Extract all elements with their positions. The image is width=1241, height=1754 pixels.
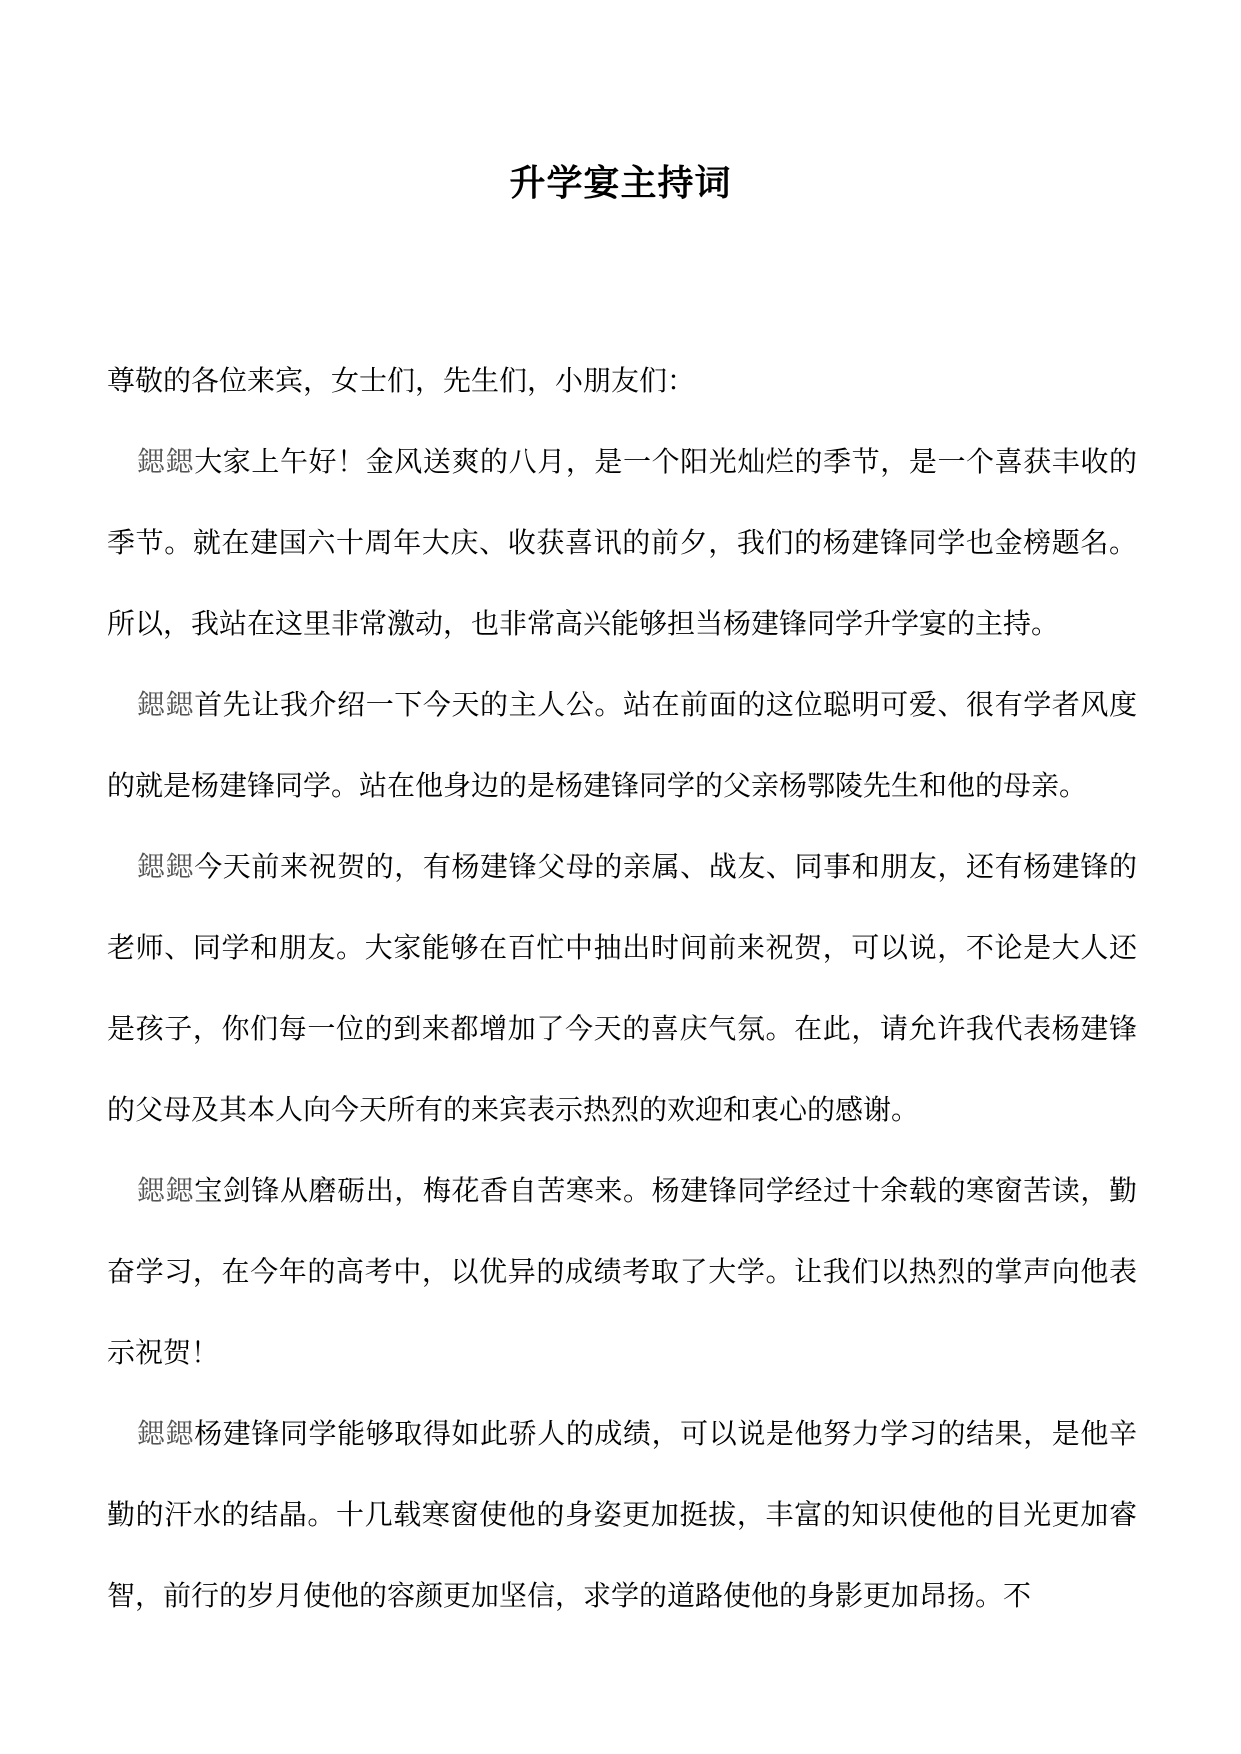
paragraph-lead-mark: 鍶鍶 <box>137 1417 195 1450</box>
paragraph-lead-mark: 鍶鍶 <box>137 688 195 721</box>
paragraph-text: 首先让我介绍一下今天的主人公。站在前面的这位聪明可爱、很有学者风度的就是杨建锋同学。站在他身边的是杨建锋同学的父亲杨鄂陵先生和他的母亲。 <box>107 688 1137 802</box>
paragraph-lead-mark: 鍶鍶 <box>137 445 195 478</box>
paragraph-1 <box>107 421 1137 664</box>
paragraph-text: 今天前来祝贺的，有杨建锋父母的亲属、战友、同事和朋友，还有杨建锋的老师、同学和朋友。大家能够在百忙中抽出时间前来祝贺，可以说，不论是大人还是孩子，你们每一位的到来都增加了今天的喜庆气氛。在此，请允许我代表杨建锋的父母及其本人向今天所有的来宾表示热烈的欢迎和衷心的感谢。 <box>107 850 1137 1126</box>
paragraph-5 <box>107 1393 1137 1636</box>
document-body <box>107 340 1137 1636</box>
paragraph-lead-mark: 鍶鍶 <box>137 1174 195 1207</box>
salutation: 尊敬的各位来宾，女士们，先生们，小朋友们： <box>107 364 696 397</box>
paragraph-text: 宝剑锋从磨砺出，梅花香自苦寒来。杨建锋同学经过十余载的寒窗苦读，勤奋学习，在今年的高考中，以优异的成绩考取了大学。让我们以热烈的掌声向他表示祝贺！ <box>107 1174 1137 1369</box>
paragraph-text: 大家上午好！金风送爽的八月，是一个阳光灿烂的季节，是一个喜获丰收的季节。就在建国六十周年大庆、收获喜讯的前夕，我们的杨建锋同学也金榜题名。所以，我站在这里非常激动，也非常高兴能够担当杨建锋同学升学宴的主持。 <box>107 445 1137 640</box>
paragraph-2 <box>107 664 1137 826</box>
paragraph-4 <box>107 1150 1137 1393</box>
paragraph-text: 杨建锋同学能够取得如此骄人的成绩，可以说是他努力学习的结果，是他辛勤的汗水的结晶。十几载寒窗使他的身姿更加挺拔，丰富的知识使他的目光更加睿智，前行的岁月使他的容颜更加坚信，求学的道路使他的身影更加昂扬。不 <box>107 1417 1137 1612</box>
paragraph-3 <box>107 826 1137 1150</box>
page-title: 升学宴主持词 <box>509 162 732 204</box>
paragraph-lead-mark: 鍶鍶 <box>137 850 195 883</box>
